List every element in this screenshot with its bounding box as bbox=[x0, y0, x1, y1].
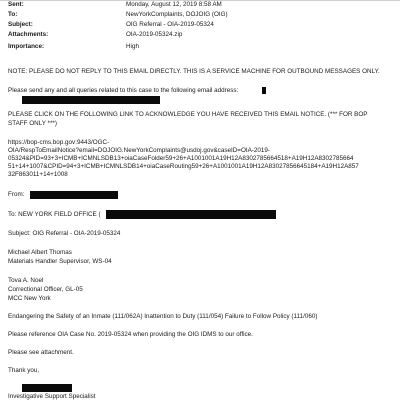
subject-label: Subject: bbox=[8, 21, 33, 28]
importance-label: Importance: bbox=[8, 43, 45, 50]
redaction-bar bbox=[30, 191, 118, 199]
thanks-line: Thank you, bbox=[8, 367, 40, 374]
acknowledge-line-1: PLEASE CLICK ON THE FOLLOWING LINK TO ACKNOWLEDGE YOU HAVE RECEIVED THIS EMAIL NOTICE. (*** FOR BOP bbox=[8, 111, 368, 118]
ack-link-line-1[interactable]: https://bop-cms.bop.gov:9443/OGC- bbox=[8, 139, 110, 146]
redaction-bar bbox=[22, 384, 72, 392]
person1-title: Materials Handler Supervisor, WS-04 bbox=[8, 258, 112, 265]
redaction-bar bbox=[22, 96, 160, 104]
attachments-value[interactable]: OIA-2019-05324.zip bbox=[126, 31, 183, 38]
header-to-row bbox=[8, 11, 392, 20]
ack-link-line-3[interactable]: 05324&PID=93+3+ICMB+ICMNLSDB13+oiaCaseFolder59+26+A1001001A19H12A8302785664518+A19H12A8302785664 bbox=[8, 155, 354, 162]
to-label: To: bbox=[8, 11, 18, 18]
header-importance-row bbox=[8, 43, 392, 52]
ack-link-line-5[interactable]: 32F863011+14+1008 bbox=[8, 171, 68, 178]
header-subject-row bbox=[8, 21, 392, 30]
allegation-line: Endangering the Safety of an Inmate (111/062A) Inattention to Duty (111/054) Failure to Follow Policy (111/060) bbox=[8, 313, 318, 320]
signature-title: Investigative Support Specialist bbox=[8, 393, 96, 400]
person2-name: Tova A. Noel bbox=[8, 277, 44, 284]
attachment-note: Please see attachment. bbox=[8, 349, 74, 356]
sent-value: Monday, August 12, 2019 8:58 AM bbox=[126, 1, 222, 8]
send-queries-line: Please send any and all queries related to this case to the following email address: bbox=[8, 87, 239, 94]
ack-link-line-2[interactable]: OIA/RespToEmailNotice?email=DOJOIG.NewYorkComplaints@usdoj.gov&caseID=OIA-2019- bbox=[8, 147, 270, 154]
to-line: To: NEW YORK FIELD OFFICE ( bbox=[8, 211, 101, 218]
ack-link-line-4[interactable]: 51+14+1007&CPID=94+3+ICMB+ICMNLSDB14+oiaCaseRouting59+26+A1001001A19H12A83027856645184+A19H12A857 bbox=[8, 163, 359, 170]
header-attachments-row bbox=[8, 31, 392, 40]
from-label: From: bbox=[8, 191, 25, 198]
importance-value: High bbox=[126, 43, 139, 50]
redaction-bar bbox=[262, 87, 266, 94]
person2-title: Correctional Officer, GL-05 bbox=[8, 286, 83, 293]
redaction-bar bbox=[106, 210, 276, 219]
sent-label: Sent: bbox=[8, 1, 24, 8]
subject-line: Subject: OIG Referral - OIA-2019-05324 bbox=[8, 230, 121, 237]
subject-value: OIG Referral - OIA-2019-05324 bbox=[126, 21, 214, 28]
person2-org: MCC New York bbox=[8, 295, 51, 302]
to-value: NewYorkComplaints, DOJOIG (OIG) bbox=[126, 11, 228, 18]
person1-name: Michael Albert Thomas bbox=[8, 249, 72, 256]
note-line: NOTE: PLEASE DO NOT REPLY TO THIS EMAIL DIRECTLY. THIS IS A SERVICE MACHINE FOR OUTBOUND MESSAGES ONLY. bbox=[8, 68, 380, 75]
acknowledge-line-2: STAFF ONLY ***) bbox=[8, 120, 57, 127]
reference-line: Please reference OIA Case No. 2019-05324 when providing the OIG IDMS to our office. bbox=[8, 331, 253, 338]
attachments-label: Attachments: bbox=[8, 31, 49, 38]
header-sent-row bbox=[8, 1, 392, 10]
